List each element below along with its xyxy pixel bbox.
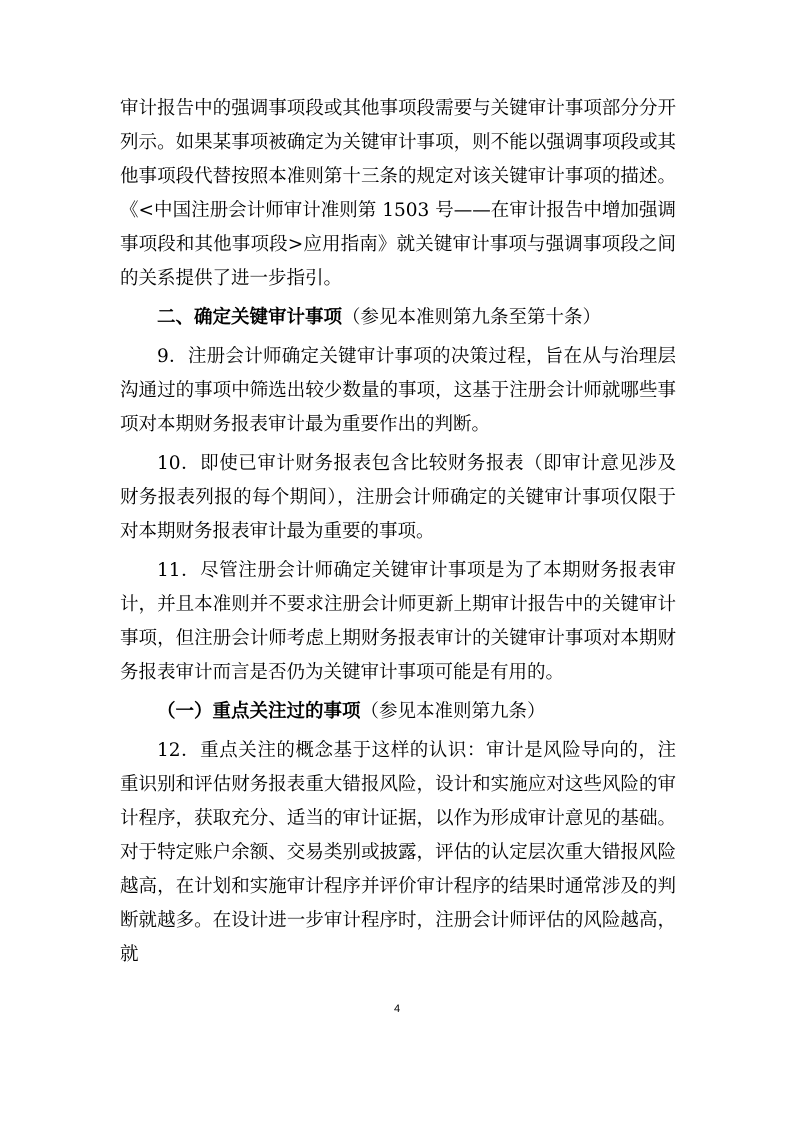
paragraph-11: 11．尽管注册会计师确定关键审计事项是为了本期财务报表审计，并且本准则并不要求注册会计师更新上期审计报告中的关键审计事项，但注册会计师考虑上期财务报表审计的关键审计事项对本期财务报表审计而言是否仍为关键审计事项可能是有用的。	[120, 560, 676, 683]
subsection-heading-1-title: （一）重点关注过的事项	[157, 701, 361, 722]
subsection-heading-1-reference: （参见本准则第九条）	[360, 701, 546, 722]
page-number: 4	[393, 1003, 401, 1015]
paragraph-9: 9．注册会计师确定关键审计事项的决策过程，旨在从与治理层沟通过的事项中筛选出较少数量的事项，这基于注册会计师就哪些事项对本期财务报表审计最为重要作出的判断。	[120, 346, 676, 435]
section-heading-2-title: 二、确定关键审计事项	[157, 307, 343, 328]
paragraph-10: 10．即使已审计财务报表包含比较财务报表（即审计意见涉及财务报表列报的每个期间），注册会计师确定的关键审计事项仅限于对本期财务报表审计最为重要的事项。	[120, 453, 676, 542]
paragraph-12: 12．重点关注的概念基于这样的认识：审计是风险导向的，注重识别和评估财务报表重大错报风险，设计和实施应对这些风险的审计程序，获取充分、适当的审计证据，以作为形成审计意见的基础。对于特定账户余额、交易类别或披露，评估的认定层次重大错报风险越高，在计划和实施审计程序并评价审计程序的结果时通常涉及的判断就越多。在设计进一步审计程序时，注册会计师评估的风险越高，就	[120, 740, 676, 965]
section-heading-2	[120, 301, 676, 335]
subsection-heading-1	[120, 695, 676, 729]
paragraph-continuation: 审计报告中的强调事项段或其他事项段需要与关键审计事项部分分开列示。如果某事项被确定为关键审计事项，则不能以强调事项段或其他事项段代替按照本准则第十三条的规定对该关键审计事项的描述。《<中国注册会计师审计准则第 1503 号——在审计报告中增加强调事项段和其他事项段>应用指南》就关键审计事项与强调事项段之间的关系提供了进一步指引。	[120, 98, 676, 289]
document-body	[120, 92, 676, 972]
section-heading-2-reference: （参见本准则第九条至第十条）	[342, 307, 602, 328]
